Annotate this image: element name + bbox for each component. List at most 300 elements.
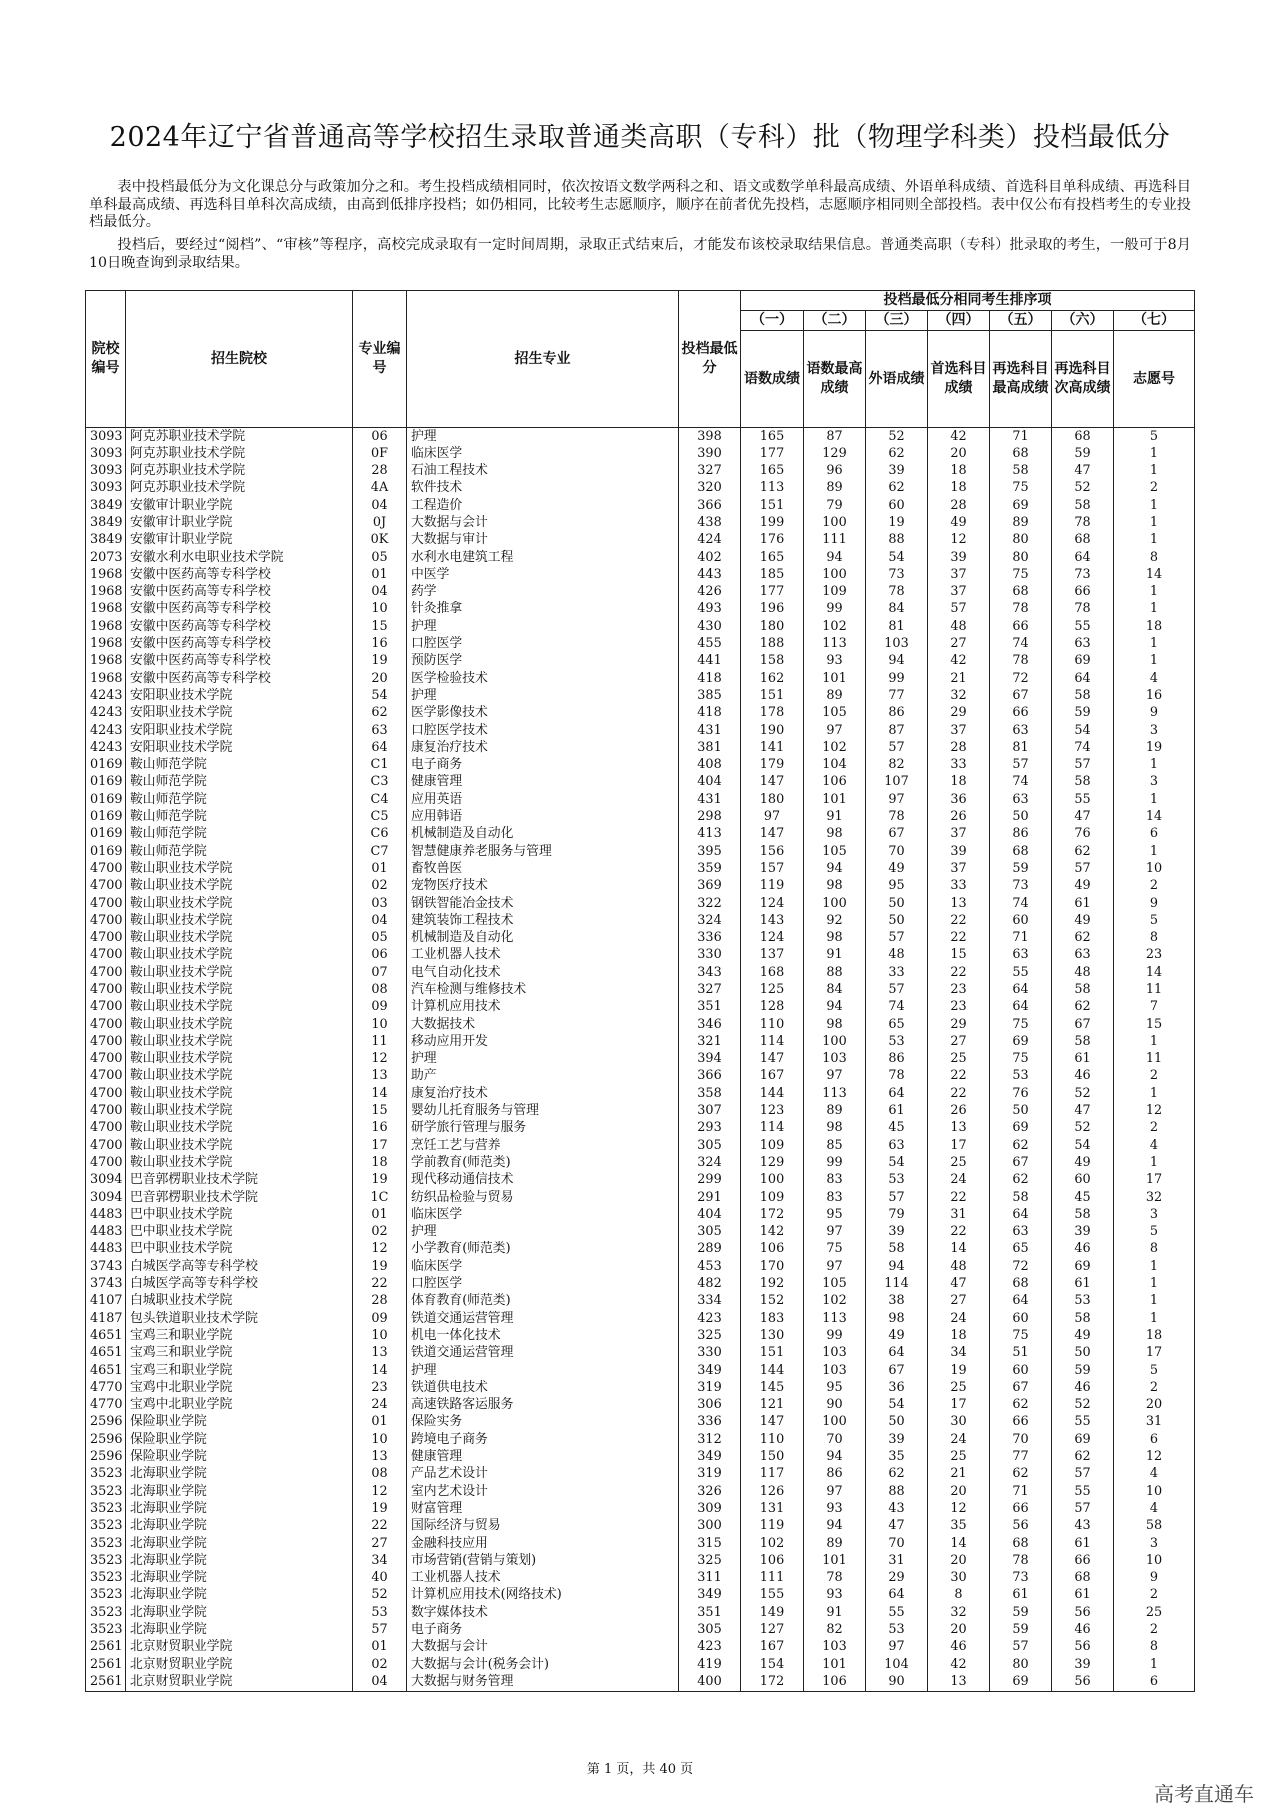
cell-item-5: 69 (990, 1673, 1052, 1691)
cell-item-2: 129 (804, 445, 866, 462)
cell-item-5: 62 (990, 1137, 1052, 1154)
cell-item-7: 16 (1114, 687, 1195, 704)
cell-major-code: 10 (353, 601, 407, 618)
cell-school-code: 1968 (86, 566, 126, 583)
cell-major-code: 08 (353, 1466, 407, 1483)
cell-item-2: 98 (804, 1120, 866, 1137)
cell-item-7: 4 (1114, 1500, 1195, 1517)
cell-item-5: 57 (990, 1639, 1052, 1656)
cell-item-3: 50 (866, 1414, 928, 1431)
cell-item-3: 77 (866, 687, 928, 704)
cell-item-4: 22 (928, 1189, 990, 1206)
table-row (86, 1621, 1195, 1638)
cell-item-3: 88 (866, 1483, 928, 1500)
table-row (86, 670, 1195, 687)
cell-item-4: 18 (928, 1327, 990, 1344)
cell-item-3: 62 (866, 480, 928, 497)
cell-item-1: 110 (741, 1431, 804, 1448)
watermark: 高考直通车 (1154, 1782, 1254, 1806)
cell-item-4: 57 (928, 601, 990, 618)
cell-item-3: 63 (866, 1137, 928, 1154)
cell-item-2: 111 (804, 532, 866, 549)
table-row (86, 982, 1195, 999)
cell-major-code: 15 (353, 1103, 407, 1120)
cell-item-5: 64 (990, 1206, 1052, 1223)
cell-major-name: 跨境电子商务 (407, 1431, 679, 1448)
cell-major-code: 01 (353, 1206, 407, 1223)
cell-school-code: 3743 (86, 1258, 126, 1275)
cell-major-name: 移动应用开发 (407, 1033, 679, 1050)
cell-item-2: 87 (804, 428, 866, 446)
cell-item-7: 11 (1114, 1051, 1195, 1068)
cell-item-3: 104 (866, 1656, 928, 1673)
cell-item-3: 78 (866, 1068, 928, 1085)
cell-item-7: 11 (1114, 982, 1195, 999)
cell-min-score: 298 (679, 809, 741, 826)
cell-item-4: 28 (928, 497, 990, 514)
cell-item-4: 39 (928, 549, 990, 566)
cell-school-name: 鞍山职业技术学院 (126, 912, 353, 929)
cell-item-1: 109 (741, 1137, 804, 1154)
cell-item-7: 2 (1114, 1587, 1195, 1604)
cell-item-6: 60 (1052, 1172, 1114, 1189)
cell-item-2: 98 (804, 878, 866, 895)
cell-item-7: 1 (1114, 757, 1195, 774)
cell-major-name: 计算机应用技术(网络技术) (407, 1587, 679, 1604)
cell-item-3: 99 (866, 670, 928, 687)
cell-school-name: 鞍山师范学院 (126, 826, 353, 843)
cell-item-3: 94 (866, 653, 928, 670)
cell-item-4: 33 (928, 757, 990, 774)
cell-item-5: 62 (990, 1466, 1052, 1483)
cell-item-6: 58 (1052, 774, 1114, 791)
cell-item-2: 88 (804, 964, 866, 981)
cell-item-3: 57 (866, 739, 928, 756)
header-tiebreak-group: 投档最低分相同考生排序项 (741, 291, 1195, 311)
cell-item-6: 73 (1052, 566, 1114, 583)
intro-paragraph-1: 表中投档最低分为文化课总分与政策加分之和。考生投档成绩相同时，依次按语文数学两科之和、语文或数学单科最高成绩、外语单科成绩、首选科目单科成绩、再选科目单科最高成绩、再选科目单科次高成绩，由高到低排序投档；如仍相同，比较考生志愿顺序，顺序在前者优先投档，志愿顺序相同则全部投档。表中仅公布有投档考生的专业投档最低分。 (89, 179, 1191, 231)
header-item-label-4: 首选科目成绩 (928, 331, 990, 428)
cell-min-score: 408 (679, 757, 741, 774)
cell-major-code: C7 (353, 843, 407, 860)
cell-item-5: 50 (990, 809, 1052, 826)
cell-school-name: 鞍山职业技术学院 (126, 999, 353, 1016)
cell-item-2: 113 (804, 1085, 866, 1102)
cell-item-4: 37 (928, 584, 990, 601)
cell-major-code: 12 (353, 1241, 407, 1258)
header-major: 招生专业 (407, 291, 679, 428)
table-row (86, 757, 1195, 774)
header-item-no-3: （三） (866, 311, 928, 331)
cell-min-score: 311 (679, 1570, 741, 1587)
cell-item-4: 35 (928, 1518, 990, 1535)
cell-item-5: 55 (990, 964, 1052, 981)
cell-item-7: 1 (1114, 514, 1195, 531)
cell-major-name: 电子商务 (407, 1621, 679, 1638)
cell-school-name: 北海职业学院 (126, 1483, 353, 1500)
cell-school-code: 2561 (86, 1673, 126, 1691)
table-row (86, 1276, 1195, 1293)
table-row (86, 739, 1195, 756)
cell-item-2: 89 (804, 1535, 866, 1552)
cell-school-code: 3093 (86, 445, 126, 462)
cell-major-name: 大数据与审计 (407, 532, 679, 549)
cell-major-name: 大数据与会计(税务会计) (407, 1656, 679, 1673)
table-row (86, 1379, 1195, 1396)
cell-min-score: 424 (679, 532, 741, 549)
cell-min-score: 325 (679, 1327, 741, 1344)
cell-item-4: 49 (928, 514, 990, 531)
cell-item-4: 37 (928, 566, 990, 583)
cell-item-4: 15 (928, 947, 990, 964)
cell-min-score: 309 (679, 1500, 741, 1517)
cell-item-3: 90 (866, 1673, 928, 1691)
cell-school-name: 鞍山师范学院 (126, 774, 353, 791)
cell-item-5: 51 (990, 1345, 1052, 1362)
cell-item-1: 172 (741, 1673, 804, 1691)
cell-item-5: 86 (990, 826, 1052, 843)
cell-item-4: 17 (928, 1397, 990, 1414)
cell-school-name: 巴中职业技术学院 (126, 1241, 353, 1258)
table-row (86, 722, 1195, 739)
cell-item-2: 105 (804, 705, 866, 722)
cell-item-5: 63 (990, 947, 1052, 964)
cell-major-code: 54 (353, 687, 407, 704)
cell-item-3: 47 (866, 1518, 928, 1535)
table-row (86, 618, 1195, 635)
cell-school-code: 4700 (86, 1085, 126, 1102)
cell-item-6: 52 (1052, 1085, 1114, 1102)
cell-item-7: 17 (1114, 1345, 1195, 1362)
cell-item-6: 62 (1052, 999, 1114, 1016)
cell-school-name: 鞍山职业技术学院 (126, 895, 353, 912)
table-row (86, 826, 1195, 843)
cell-major-name: 工程造价 (407, 497, 679, 514)
cell-major-code: 12 (353, 1483, 407, 1500)
table-row (86, 1154, 1195, 1171)
cell-major-name: 护理 (407, 1224, 679, 1241)
cell-school-code: 1968 (86, 653, 126, 670)
cell-item-5: 57 (990, 757, 1052, 774)
table-row (86, 1362, 1195, 1379)
cell-min-score: 398 (679, 428, 741, 446)
cell-major-name: 建筑装饰工程技术 (407, 912, 679, 929)
cell-item-7: 9 (1114, 895, 1195, 912)
cell-item-3: 57 (866, 1189, 928, 1206)
cell-major-code: 14 (353, 1362, 407, 1379)
cell-item-4: 20 (928, 445, 990, 462)
cell-min-score: 289 (679, 1241, 741, 1258)
cell-major-name: 石油工程技术 (407, 463, 679, 480)
cell-item-1: 188 (741, 636, 804, 653)
cell-min-score: 482 (679, 1276, 741, 1293)
cell-school-name: 鞍山师范学院 (126, 809, 353, 826)
cell-item-7: 25 (1114, 1604, 1195, 1621)
cell-major-code: 16 (353, 636, 407, 653)
table-row (86, 999, 1195, 1016)
cell-item-3: 81 (866, 618, 928, 635)
cell-min-score: 359 (679, 860, 741, 877)
cell-major-code: 10 (353, 1431, 407, 1448)
header-item-no-5: （五） (990, 311, 1052, 331)
cell-item-3: 57 (866, 982, 928, 999)
cell-item-5: 60 (990, 1310, 1052, 1327)
cell-school-code: 3523 (86, 1570, 126, 1587)
cell-item-3: 64 (866, 1345, 928, 1362)
cell-item-1: 102 (741, 1535, 804, 1552)
cell-item-1: 154 (741, 1656, 804, 1673)
table-row (86, 1051, 1195, 1068)
cell-min-score: 438 (679, 514, 741, 531)
cell-item-4: 23 (928, 982, 990, 999)
cell-item-7: 8 (1114, 1241, 1195, 1258)
cell-item-7: 32 (1114, 1189, 1195, 1206)
cell-item-6: 39 (1052, 1224, 1114, 1241)
cell-item-4: 29 (928, 1016, 990, 1033)
cell-school-code: 3849 (86, 532, 126, 549)
cell-major-code: 22 (353, 1276, 407, 1293)
cell-item-1: 158 (741, 653, 804, 670)
cell-item-4: 22 (928, 1085, 990, 1102)
cell-major-code: 19 (353, 1500, 407, 1517)
cell-item-3: 74 (866, 999, 928, 1016)
table-row (86, 636, 1195, 653)
cell-major-name: 机械制造及自动化 (407, 826, 679, 843)
table-row (86, 1431, 1195, 1448)
cell-item-4: 13 (928, 1120, 990, 1137)
cell-item-2: 89 (804, 480, 866, 497)
cell-major-name: 铁道交通运营管理 (407, 1310, 679, 1327)
cell-major-code: 63 (353, 722, 407, 739)
cell-item-5: 72 (990, 1258, 1052, 1275)
table-row (86, 584, 1195, 601)
cell-item-1: 157 (741, 860, 804, 877)
table-row (86, 1604, 1195, 1621)
cell-item-1: 165 (741, 549, 804, 566)
cell-item-7: 1 (1114, 1258, 1195, 1275)
table-row (86, 1310, 1195, 1327)
table-row (86, 878, 1195, 895)
cell-school-name: 鞍山职业技术学院 (126, 947, 353, 964)
cell-item-7: 1 (1114, 1276, 1195, 1293)
cell-item-3: 58 (866, 1241, 928, 1258)
table-row (86, 514, 1195, 531)
cell-item-3: 78 (866, 584, 928, 601)
cell-item-5: 72 (990, 670, 1052, 687)
cell-item-2: 102 (804, 1293, 866, 1310)
cell-item-2: 102 (804, 739, 866, 756)
table-row (86, 930, 1195, 947)
cell-item-3: 95 (866, 878, 928, 895)
cell-major-name: 健康管理 (407, 774, 679, 791)
cell-item-5: 61 (990, 1587, 1052, 1604)
cell-item-5: 63 (990, 722, 1052, 739)
cell-item-4: 37 (928, 826, 990, 843)
cell-school-name: 安徽中医药高等专科学校 (126, 636, 353, 653)
cell-item-1: 176 (741, 532, 804, 549)
cell-major-code: 18 (353, 1154, 407, 1171)
cell-item-7: 1 (1114, 445, 1195, 462)
cell-item-5: 78 (990, 653, 1052, 670)
cell-item-1: 143 (741, 912, 804, 929)
cell-item-4: 27 (928, 1033, 990, 1050)
cell-item-7: 2 (1114, 1068, 1195, 1085)
cell-item-5: 76 (990, 1085, 1052, 1102)
cell-item-5: 62 (990, 1397, 1052, 1414)
cell-item-2: 75 (804, 1241, 866, 1258)
cell-item-3: 107 (866, 774, 928, 791)
cell-item-3: 53 (866, 1621, 928, 1638)
cell-item-6: 56 (1052, 1604, 1114, 1621)
cell-item-4: 36 (928, 791, 990, 808)
cell-item-2: 103 (804, 1051, 866, 1068)
cell-item-2: 97 (804, 1224, 866, 1241)
cell-item-6: 55 (1052, 1483, 1114, 1500)
cell-item-6: 49 (1052, 1327, 1114, 1344)
cell-item-3: 35 (866, 1449, 928, 1466)
cell-min-score: 346 (679, 1016, 741, 1033)
cell-school-code: 4700 (86, 1120, 126, 1137)
cell-item-4: 37 (928, 860, 990, 877)
cell-school-name: 安徽中医药高等专科学校 (126, 566, 353, 583)
cell-item-5: 68 (990, 1276, 1052, 1293)
cell-item-2: 99 (804, 1327, 866, 1344)
cell-major-name: 研学旅行管理与服务 (407, 1120, 679, 1137)
header-major-code: 专业编号 (353, 291, 407, 428)
cell-school-name: 鞍山职业技术学院 (126, 1016, 353, 1033)
cell-item-2: 100 (804, 1414, 866, 1431)
cell-min-score: 336 (679, 1414, 741, 1431)
header-item-label-6: 再选科目次高成绩 (1052, 331, 1114, 428)
cell-school-code: 4700 (86, 860, 126, 877)
cell-min-score: 351 (679, 1604, 741, 1621)
cell-item-6: 56 (1052, 1673, 1114, 1691)
cell-item-7: 14 (1114, 964, 1195, 981)
cell-item-7: 4 (1114, 1466, 1195, 1483)
cell-item-1: 152 (741, 1293, 804, 1310)
cell-major-name: 大数据与会计 (407, 514, 679, 531)
cell-major-name: 铁道交通运营管理 (407, 1345, 679, 1362)
cell-item-2: 102 (804, 618, 866, 635)
cell-item-6: 58 (1052, 1310, 1114, 1327)
cell-item-5: 67 (990, 1154, 1052, 1171)
cell-item-3: 67 (866, 826, 928, 843)
cell-item-3: 29 (866, 1570, 928, 1587)
cell-min-score: 413 (679, 826, 741, 843)
cell-item-7: 12 (1114, 1103, 1195, 1120)
cell-item-7: 12 (1114, 1449, 1195, 1466)
cell-school-code: 4700 (86, 878, 126, 895)
cell-major-name: 临床医学 (407, 1258, 679, 1275)
table-row (86, 601, 1195, 618)
cell-item-1: 192 (741, 1276, 804, 1293)
cell-item-1: 156 (741, 843, 804, 860)
cell-major-name: 现代移动通信技术 (407, 1172, 679, 1189)
cell-school-code: 4483 (86, 1241, 126, 1258)
cell-item-4: 20 (928, 1552, 990, 1569)
cell-item-1: 179 (741, 757, 804, 774)
table-row (86, 566, 1195, 583)
cell-item-1: 117 (741, 1466, 804, 1483)
cell-item-2: 82 (804, 1621, 866, 1638)
cell-school-code: 1968 (86, 618, 126, 635)
cell-school-name: 鞍山职业技术学院 (126, 1103, 353, 1120)
cell-item-3: 73 (866, 566, 928, 583)
cell-item-3: 79 (866, 1206, 928, 1223)
cell-major-name: 医学影像技术 (407, 705, 679, 722)
cell-item-1: 127 (741, 1621, 804, 1638)
cell-item-6: 57 (1052, 1466, 1114, 1483)
cell-item-4: 24 (928, 1172, 990, 1189)
cell-school-name: 安徽审计职业学院 (126, 514, 353, 531)
cell-item-7: 2 (1114, 878, 1195, 895)
cell-item-1: 167 (741, 1639, 804, 1656)
cell-min-score: 330 (679, 947, 741, 964)
cell-school-code: 0169 (86, 774, 126, 791)
cell-item-6: 46 (1052, 1621, 1114, 1638)
cell-major-code: 12 (353, 1051, 407, 1068)
cell-item-7: 7 (1114, 999, 1195, 1016)
cell-item-1: 170 (741, 1258, 804, 1275)
table-row (86, 445, 1195, 462)
cell-item-2: 91 (804, 947, 866, 964)
cell-item-1: 149 (741, 1604, 804, 1621)
table-row (86, 895, 1195, 912)
cell-item-3: 52 (866, 428, 928, 446)
header-school-code: 院校编号 (86, 291, 126, 428)
cell-min-score: 390 (679, 445, 741, 462)
cell-item-2: 83 (804, 1189, 866, 1206)
cell-min-score: 455 (679, 636, 741, 653)
cell-item-7: 1 (1114, 791, 1195, 808)
cell-item-2: 94 (804, 549, 866, 566)
cell-item-2: 97 (804, 1258, 866, 1275)
cell-item-6: 55 (1052, 1414, 1114, 1431)
cell-item-1: 142 (741, 1224, 804, 1241)
table-row (86, 860, 1195, 877)
cell-item-2: 94 (804, 999, 866, 1016)
cell-major-code: 09 (353, 1310, 407, 1327)
cell-major-name: 口腔医学技术 (407, 722, 679, 739)
cell-school-name: 鞍山职业技术学院 (126, 1154, 353, 1171)
cell-item-4: 14 (928, 1535, 990, 1552)
cell-item-3: 65 (866, 1016, 928, 1033)
cell-item-2: 85 (804, 1137, 866, 1154)
table-row (86, 1345, 1195, 1362)
cell-item-3: 45 (866, 1120, 928, 1137)
table-row (86, 774, 1195, 791)
cell-item-4: 42 (928, 1656, 990, 1673)
cell-item-1: 123 (741, 1103, 804, 1120)
cell-major-code: 27 (353, 1535, 407, 1552)
table-row (86, 1172, 1195, 1189)
cell-item-5: 68 (990, 584, 1052, 601)
cell-item-3: 54 (866, 1397, 928, 1414)
cell-item-7: 18 (1114, 618, 1195, 635)
cell-major-code: 01 (353, 1414, 407, 1431)
cell-school-name: 北京财贸职业学院 (126, 1656, 353, 1673)
cell-major-code: C4 (353, 791, 407, 808)
cell-item-4: 39 (928, 843, 990, 860)
cell-item-7: 1 (1114, 1154, 1195, 1171)
cell-item-4: 48 (928, 618, 990, 635)
cell-item-2: 100 (804, 566, 866, 583)
cell-school-code: 3523 (86, 1621, 126, 1638)
cell-school-code: 1968 (86, 636, 126, 653)
cell-item-2: 94 (804, 1449, 866, 1466)
table-row (86, 843, 1195, 860)
cell-school-name: 宝鸡三和职业学院 (126, 1327, 353, 1344)
